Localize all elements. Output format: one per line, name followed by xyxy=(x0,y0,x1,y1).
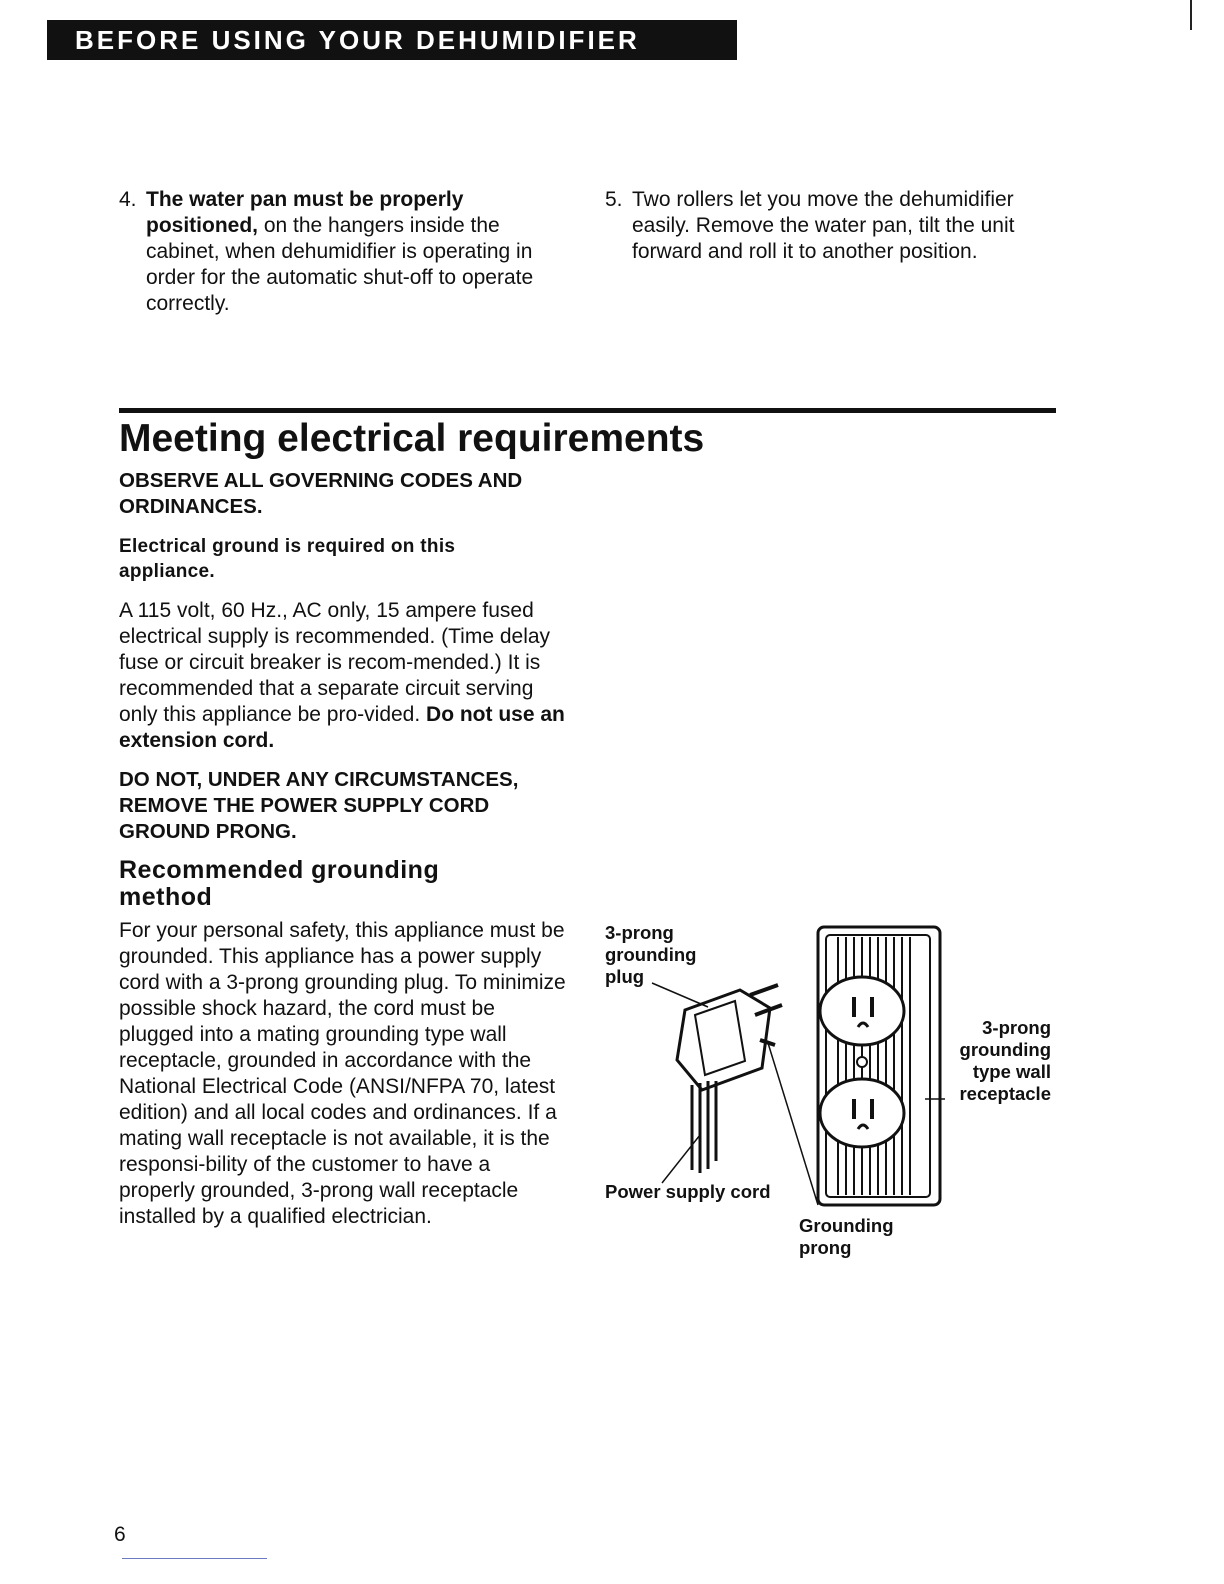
corner-mark xyxy=(1190,0,1192,30)
plug-label-line: 3-prong xyxy=(605,922,674,943)
ground-required-notice: Electrical ground is required on this appliance. xyxy=(119,536,456,582)
receptacle-label-line: 3-prong xyxy=(982,1017,1051,1038)
prong-label-line: Grounding xyxy=(799,1215,894,1236)
plug-label-line: grounding xyxy=(605,944,697,965)
receptacle-label-line: grounding xyxy=(959,1039,1051,1060)
prong-label xyxy=(799,1215,894,1259)
grounding-method-paragraph: For your personal safety, this appliance must be grounded. This appliance has a power supply cord with a 3-prong grounding plug. To minimize possible shock hazard, the cord must be plugged into a mating grounding type wall receptacle, grounded in accordance with the National Electrical Code (ANSI/NFPA 70, latest edition) and all local codes and ordinances. If a mating wall receptacle is not available, it is the responsi-bility of the customer to have a properly grounded, 3-prong wall receptacle installed by a qualified electrician. xyxy=(119,919,566,1228)
receptacle-label xyxy=(930,1017,1051,1105)
receptacle-label-line: type wall xyxy=(972,1061,1051,1082)
grounding-method-heading: Recommended grounding method xyxy=(119,856,440,911)
item-number: 4. xyxy=(119,188,137,211)
supply-text: A 115 volt, 60 Hz., AC only, 15 ampere fused electrical supply is recommended. (Time delay fuse or circuit breaker is recom-mended.) It is recommended that a separate circuit serving only this appliance be pro-vided. xyxy=(119,599,551,726)
list-item-4 xyxy=(119,187,569,317)
item-number: 5. xyxy=(605,188,623,211)
extension-cord-warning: Do not use an extension cord. xyxy=(119,703,565,752)
plug-label xyxy=(605,922,696,988)
receptacle-label-line: receptacle xyxy=(959,1083,1051,1104)
item-text: Two rollers let you move the dehumidifier easily. Remove the water pan, tilt the unit forward and roll it to another position. xyxy=(632,188,1015,263)
item-text xyxy=(146,187,569,317)
item-bold-text: The water pan must be properly positioned, xyxy=(146,188,464,237)
ground-prong-warning: DO NOT, UNDER ANY CIRCUMSTANCES, REMOVE THE POWER SUPPLY CORD GROUND PRONG. xyxy=(119,768,519,843)
list-item-5 xyxy=(605,187,1055,265)
item-body-text: on the hangers inside the cabinet, when dehumidifier is operating in order for the automatic shut-off to operate correctly. xyxy=(146,214,534,315)
observe-codes-notice: OBSERVE ALL GOVERNING CODES AND ORDINANCES. xyxy=(119,469,523,518)
section-title: Meeting electrical requirements xyxy=(119,417,705,460)
page-number: 6 xyxy=(114,1523,126,1546)
supply-paragraph xyxy=(119,598,569,754)
plug-label-line: plug xyxy=(605,966,645,987)
section-banner: BEFORE USING YOUR DEHUMIDIFIER xyxy=(47,20,737,60)
prong-label-line: prong xyxy=(799,1237,852,1258)
wall-receptacle xyxy=(818,927,940,1205)
section-rule xyxy=(119,408,1056,413)
footer-line xyxy=(122,1558,267,1559)
cord-label: Power supply cord xyxy=(605,1181,771,1202)
